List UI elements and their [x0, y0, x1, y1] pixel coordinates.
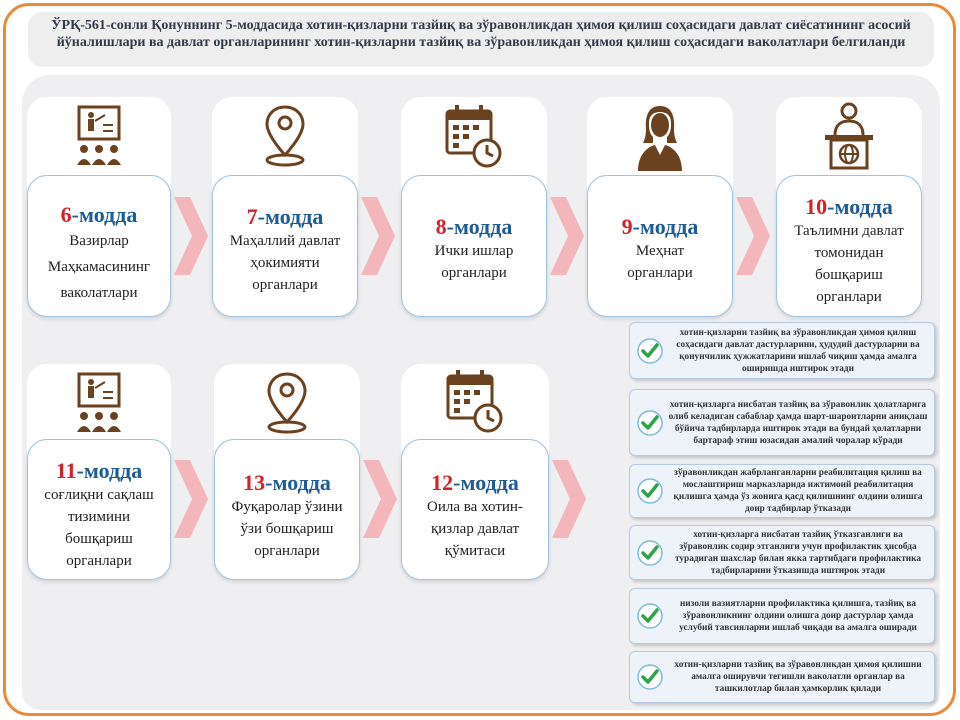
article-desc: Вазирлар Маҳкамасининг ваколатлари: [47, 233, 151, 301]
article-box: [401, 175, 547, 317]
task-item: [629, 588, 935, 644]
article-box: [214, 439, 360, 580]
article-card-10: [776, 97, 922, 317]
article-desc: Ички ишлар органлари: [434, 243, 514, 281]
article-box: [401, 439, 549, 580]
task-text: зўравонликдан жабрланганларни реабилитация қилиш ва мослаштириш марказларида ижтимоий реабилитация қилишга ҳамда ўз жонига қасд қилишнинг олдини олишга доир тадбирлар ўтказади: [673, 468, 923, 514]
article-desc: Маҳаллий давлат ҳокимияти органлари: [229, 233, 341, 293]
teacher-globe-icon: [821, 101, 877, 171]
article-desc: Фуқаролар ўзини ўзи бошқариш органлари: [231, 499, 343, 559]
article-desc: Оила ва хотин-қизлар давлат қўмитаси: [427, 499, 523, 559]
article-heading: 6-модда: [60, 202, 138, 227]
task-item: [629, 389, 935, 456]
page-title: ЎРҚ-561-сонли Қонуннинг 5-моддасида хотин-қизларни тазйиқ ва зўравонликдан ҳимоя қилиш соҳасидаги давлат сиёсатининг асосий йўналишлари ва давлат органларининг хотин-қизларни тазйиқ ва зўравонликдан ҳимоя қилиш соҳасидаги ваколатлари белгиланди: [28, 12, 934, 67]
calendar-clock-icon: [444, 368, 506, 436]
article-desc: Таълимни давлат томонидан бошқариш органлари: [794, 223, 904, 305]
task-item: [629, 464, 935, 518]
article-box: [27, 175, 171, 317]
task-text: хотин-қизларни тазйиқ ва зўравонликдан ҳимоя қилишни амалга оширувчи тегишли ваколатли органлар ва ташкилотлар билан ҳамкорлик қилади: [674, 660, 922, 694]
task-text: хотин-қизларга нисбатан тазйиқ ва зўравонлик ҳолатларига олиб келадиган сабаблар ҳамда шарт-шароитларни аниқлаш бўйича тадбирларда иштирок этади ва бундай ҳолатларни бартараф этиш юзасидан амалий чоралар кўради: [668, 399, 928, 446]
task-text: хотин-қизларга нисбатан тазйиқ ўтказганлиги ва зўравонлик содир этганлиги учун профилактик ҳисобда турадиган шахслар билан яккa тартибдаги профилактика тадбирларини ўтказишда иштирок этади: [674, 529, 922, 576]
article-heading: 13-модда: [243, 470, 331, 495]
article-card-11: [27, 364, 171, 580]
location-pin-icon: [263, 103, 307, 169]
article-box: [27, 439, 171, 580]
task-item: [629, 322, 935, 379]
article-card-6: [27, 97, 171, 317]
article-box: [776, 175, 922, 317]
article-box: [587, 175, 733, 317]
checkmark-icon: [636, 602, 664, 630]
chevron-arrow-icon: [363, 460, 397, 538]
chevron-arrow-icon: [361, 197, 395, 275]
article-heading: 8-модда: [435, 214, 513, 239]
chevron-arrow-icon: [736, 197, 770, 275]
article-card-9: [587, 97, 733, 317]
chevron-arrow-icon: [174, 197, 208, 275]
chevron-arrow-icon: [550, 197, 584, 275]
presentation-icon: [73, 372, 125, 434]
article-heading: 11-модда: [55, 458, 143, 483]
task-item: [629, 525, 935, 580]
chevron-arrow-icon: [174, 460, 208, 538]
article-heading: 12-модда: [431, 470, 519, 495]
checkmark-icon: [636, 663, 664, 691]
businesswoman-icon: [635, 103, 685, 171]
article-heading: 10-модда: [805, 194, 893, 219]
article-card-8: [401, 97, 547, 317]
task-item: [629, 651, 935, 703]
calendar-clock-icon: [443, 103, 505, 171]
article-card-12: [401, 364, 549, 580]
task-text: хотин-қизларни тазйиқ ва зўравонликдан ҳимоя қилиш соҳасидаги давлат дастурларини, ҳудудий дастурларни ва қонунчилик ҳужжатларини ишлаб чиқиш ҳамда амалга оширишда иштирок этади: [676, 327, 920, 374]
article-heading: 7-модда: [246, 204, 324, 229]
article-heading: 9-модда: [621, 214, 699, 239]
article-card-13: [214, 364, 360, 580]
article-box: [212, 175, 358, 317]
article-card-7: [212, 97, 358, 317]
location-pin-icon: [265, 370, 309, 436]
article-desc: Меҳнат органлари: [627, 243, 693, 281]
task-text: низоли вазиятларни профилактика қилишга, тазйиқ ва зўравонликнинг олдини олишга доир дастурлар ҳамда услубий тавсияларни ишлаб чиқади ва амалга оширади: [679, 599, 917, 633]
checkmark-icon: [636, 477, 664, 505]
checkmark-icon: [636, 409, 664, 437]
article-desc: соғлиқни сақлаш тизимини бошқариш органлари: [44, 487, 154, 569]
presentation-icon: [73, 105, 125, 167]
checkmark-icon: [636, 337, 664, 365]
checkmark-icon: [636, 539, 664, 567]
chevron-arrow-icon: [552, 460, 586, 538]
